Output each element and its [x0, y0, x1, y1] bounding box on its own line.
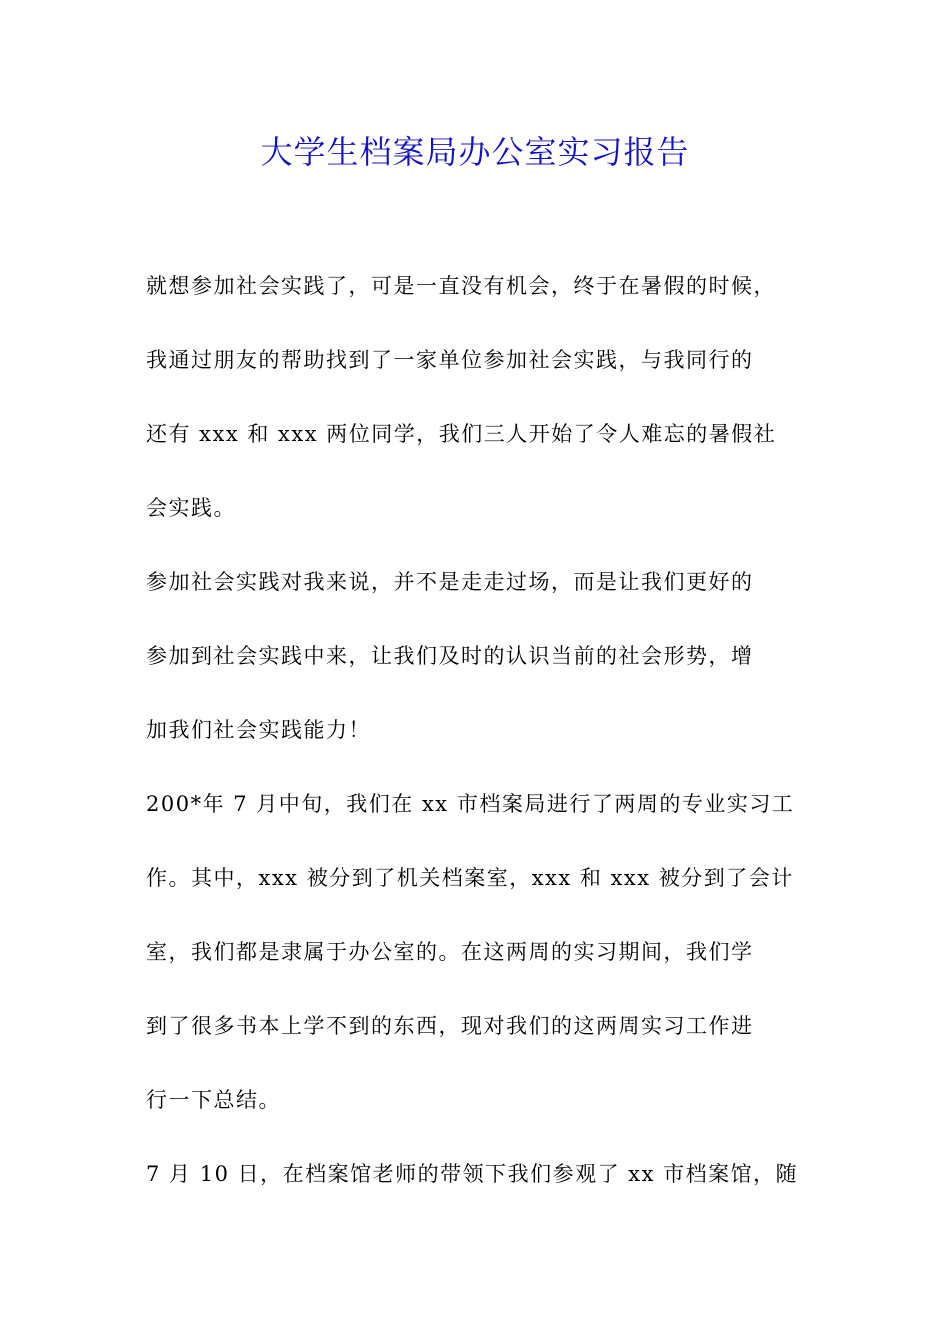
body-line-12: 行一下总结。: [146, 1088, 281, 1112]
body-line-11: 到了很多书本上学不到的东西，现对我们的这两周实习工作进: [146, 1014, 754, 1038]
body-line-9: 作。其中，xxx 被分到了机关档案室，xxx 和 xxx 被分到了会计: [146, 866, 794, 890]
body-line-7: 加我们社会实践能力！: [146, 718, 371, 742]
body-line-3: 还有 xxx 和 xxx 两位同学，我们三人开始了令人难忘的暑假社: [146, 422, 777, 446]
body-line-5: 参加社会实践对我来说，并不是走走过场，而是让我们更好的: [146, 570, 754, 594]
body-line-10: 室，我们都是隶属于办公室的。在这两周的实习期间，我们学: [146, 940, 754, 964]
body-line-1: 就想参加社会实践了，可是一直没有机会，终于在暑假的时候，: [146, 274, 776, 298]
body-line-6: 参加到社会实践中来，让我们及时的认识当前的社会形势，增: [146, 644, 754, 668]
body-line-2: 我通过朋友的帮助找到了一家单位参加社会实践，与我同行的: [146, 348, 754, 372]
body-line-4: 会实践。: [146, 496, 236, 520]
document-title: 大学生档案局办公室实习报告: [260, 133, 690, 171]
body-line-13: 7 月 10 日，在档案馆老师的带领下我们参观了 xx 市档案馆，随: [146, 1162, 799, 1186]
body-line-8: 200*年 7 月中旬，我们在 xx 市档案局进行了两周的专业实习工: [146, 792, 795, 816]
